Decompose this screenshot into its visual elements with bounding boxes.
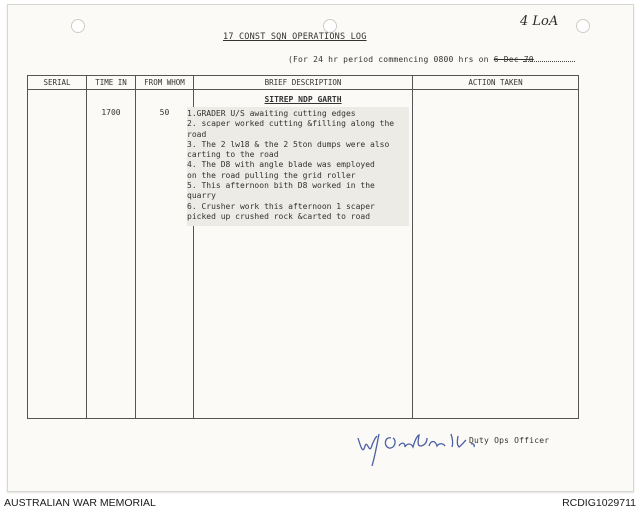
serial-cell	[28, 90, 87, 419]
description-line: 6. Crusher work this afternoon 1 scaper	[187, 201, 375, 211]
description-line: on the road pulling the grid roller	[187, 170, 356, 180]
description-line: 1.GRADER U/S awaiting cutting edges	[187, 109, 356, 118]
period-date: 6 Dec 70	[493, 55, 534, 64]
header-serial: SERIAL	[28, 76, 87, 90]
header-row	[28, 76, 579, 90]
description-line: carting to the road	[187, 150, 279, 160]
header-time-in: TIME IN	[87, 76, 136, 90]
punch-hole	[71, 19, 85, 33]
description-line: picked up crushed rock &carted to road	[187, 211, 371, 221]
header-action-taken: ACTION TAKEN	[413, 76, 579, 90]
description-line: 4. The D8 with angle blade was employed	[187, 160, 375, 170]
from-whom-cell	[136, 90, 194, 419]
description-line: road	[187, 129, 207, 139]
from-whom-value: 50	[159, 108, 170, 117]
description-line: 2. scaper worked cutting &filling along the	[187, 119, 395, 129]
action-taken-cell	[413, 90, 579, 419]
header-brief-description: BRIEF DESCRIPTION	[194, 76, 413, 90]
period-text: (For 24 hr period commencing 0800 hrs on	[288, 55, 489, 64]
description-text	[187, 107, 409, 226]
time-in-cell	[87, 90, 136, 419]
record-id: RCDIG1029711	[562, 497, 636, 509]
handwritten-signature	[355, 426, 481, 470]
duty-officer-label: Duty Ops Officer	[469, 436, 550, 445]
description-line: 3. The 2 lw18 & the 2 5ton dumps were also	[187, 139, 390, 149]
period-line	[288, 55, 534, 64]
date-leader	[523, 61, 575, 62]
log-title: 17 CONST SQN OPERATIONS LOG	[223, 32, 367, 42]
time-in-value: 1700	[101, 108, 121, 117]
corner-mark: 4 LoA	[520, 14, 559, 29]
description-line: quarry	[187, 191, 216, 201]
sitrep-heading: SITREP NDP GARTH	[264, 95, 342, 104]
punch-hole	[323, 19, 337, 33]
institution-label: AUSTRALIAN WAR MEMORIAL	[4, 497, 156, 509]
punch-hole	[576, 19, 590, 33]
description-line: 5. This afternoon bith D8 worked in the	[187, 181, 375, 191]
header-from-whom: FROM WHOM	[136, 76, 194, 90]
